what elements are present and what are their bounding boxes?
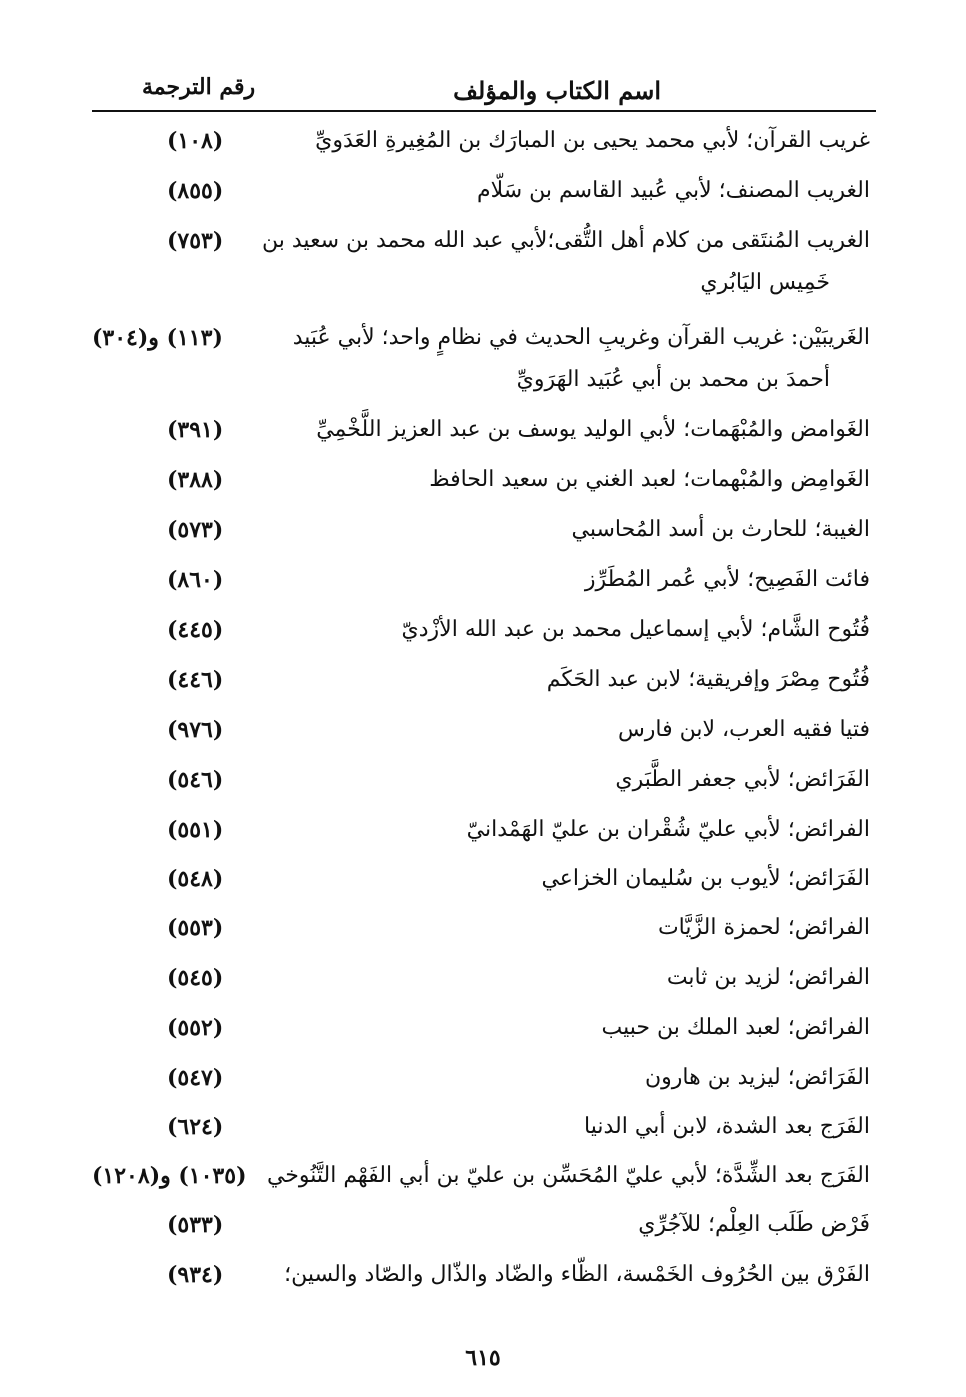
column-title-entry-number: رقم الترجمة: [142, 74, 256, 100]
entry-number: (١٠٣٥) و(١٢٠٨): [92, 1163, 247, 1189]
entry-text-continuation: أحمدَ بن محمد بن أبي عُبَيد الهَرَويِّ: [516, 367, 830, 392]
entry-text: الغيبة؛ للحارث بن أسد المُحاسبي: [571, 517, 870, 542]
entry-number: (٦٢٤): [167, 1114, 224, 1140]
entry-number: (٨٥٥): [167, 178, 224, 204]
entry-number: (٣٩١): [167, 417, 224, 443]
entry-number: (٥٤٦): [167, 767, 224, 793]
entry-text: الفرائض؛ لحمزة الزَّيَّات: [657, 915, 870, 940]
entry-text: الفَرَائض؛ ليزيد بن هارون: [645, 1065, 870, 1090]
entry-text: الغريب المصنف؛ لأبي عُبيد القاسم بن سَلّام: [476, 178, 870, 203]
entry-number: (٥٥١): [167, 817, 224, 843]
entry-text: فائت الفَصِيح؛ لأبي عُمر المُطَرِّز: [584, 567, 870, 592]
entry-text: فَرْض طَلَب العِلْم؛ للآجُرِّي: [638, 1212, 870, 1237]
entry-number: (٩٧٦): [167, 717, 224, 743]
entry-number: (٩٣٤): [167, 1262, 224, 1288]
table-header: [92, 70, 876, 112]
entry-number: (٨٦٠): [167, 567, 224, 593]
entry-number: (٣٨٨): [167, 467, 224, 493]
entry-text: الفَرَائض؛ لأيوب بن سُليمان الخزاعي: [541, 866, 870, 891]
entry-number: (٥٤٧): [167, 1065, 224, 1091]
entry-number: (١٠٨): [167, 128, 224, 154]
entry-number: (٥٣٣): [167, 1212, 224, 1238]
entry-number: (٥٧٣): [167, 517, 224, 543]
entry-text: الغَوامض والمُبْهَمات؛ لأبي الوليد يوسف بن عبد العزيز اللَّخْمِيِّ: [316, 417, 870, 442]
entry-text: الغريب المُنتَقى من كلام أهل التُّقى؛لأبي عبد الله محمد بن سعيد بن: [262, 228, 870, 253]
entry-number: (٤٤٦): [167, 667, 224, 693]
entry-number: (٧٥٣): [167, 228, 224, 254]
entry-number: (٥٤٥): [167, 965, 224, 991]
entry-number: (٥٤٨): [167, 866, 224, 892]
page-number: ٦١٥: [465, 1345, 501, 1371]
entry-text: الفرائض؛ لعبد الملك بن حبيب: [601, 1015, 870, 1040]
entry-text: فُتُوح مِصْرَ وإفريقية؛ لابن عبد الحَكَم: [546, 667, 870, 692]
entry-text: الفرائض؛ لزيد بن ثابت: [666, 965, 870, 990]
entry-text: الفَرَج بعد الشدة، لابن أبي الدنيا: [584, 1114, 870, 1139]
column-title-book-author: اسم الكتاب والمؤلف: [453, 76, 661, 105]
entry-number: (١١٣) و(٣٠٤): [92, 325, 223, 351]
entry-text: الفَرَائض؛ لأبي جعفر الطَّبَري: [615, 767, 870, 792]
entry-text: الفَرْق بين الحُرُوف الخَمْسة، الظّاء والضّاد والذّال والصّاد والسين؛: [284, 1262, 870, 1287]
entry-text-continuation: خَمِيس اليَابُري: [700, 270, 830, 295]
entry-text: الفَرَج بعد الشِّدَّة؛ لأبي عليّ المُحَسِّن بن عليّ بن أبي الفَهْم التَّنُوخي: [266, 1163, 870, 1188]
entry-number: (٥٥٣): [167, 915, 224, 941]
entry-text: فُتُوح الشَّام؛ لأبي إسماعيل محمد بن عبد الله الأزْديّ: [401, 617, 870, 642]
entry-number: (٤٤٥): [167, 617, 224, 643]
entry-text: غريب القرآن؛ لأبي محمد يحيى بن المبارَك بن المُغِيرةِ العَدَويِّ: [315, 128, 870, 153]
entry-text: الغَوامِض والمُبْهمات؛ لعبد الغني بن سعيد الحافظ: [429, 467, 870, 492]
entry-text: فتيا فقيه العرب، لابن فارس: [617, 717, 870, 742]
entry-number: (٥٥٢): [167, 1015, 224, 1041]
entry-text: الغَريبَيْن: غريب القرآن وغريبِ الحديث في نظامٍ واحد؛ لأبي عُبَيد: [292, 325, 870, 350]
entry-text: الفرائض؛ لأبي عليّ شُقْران بن عليّ الهَمْدانيّ: [466, 817, 870, 842]
